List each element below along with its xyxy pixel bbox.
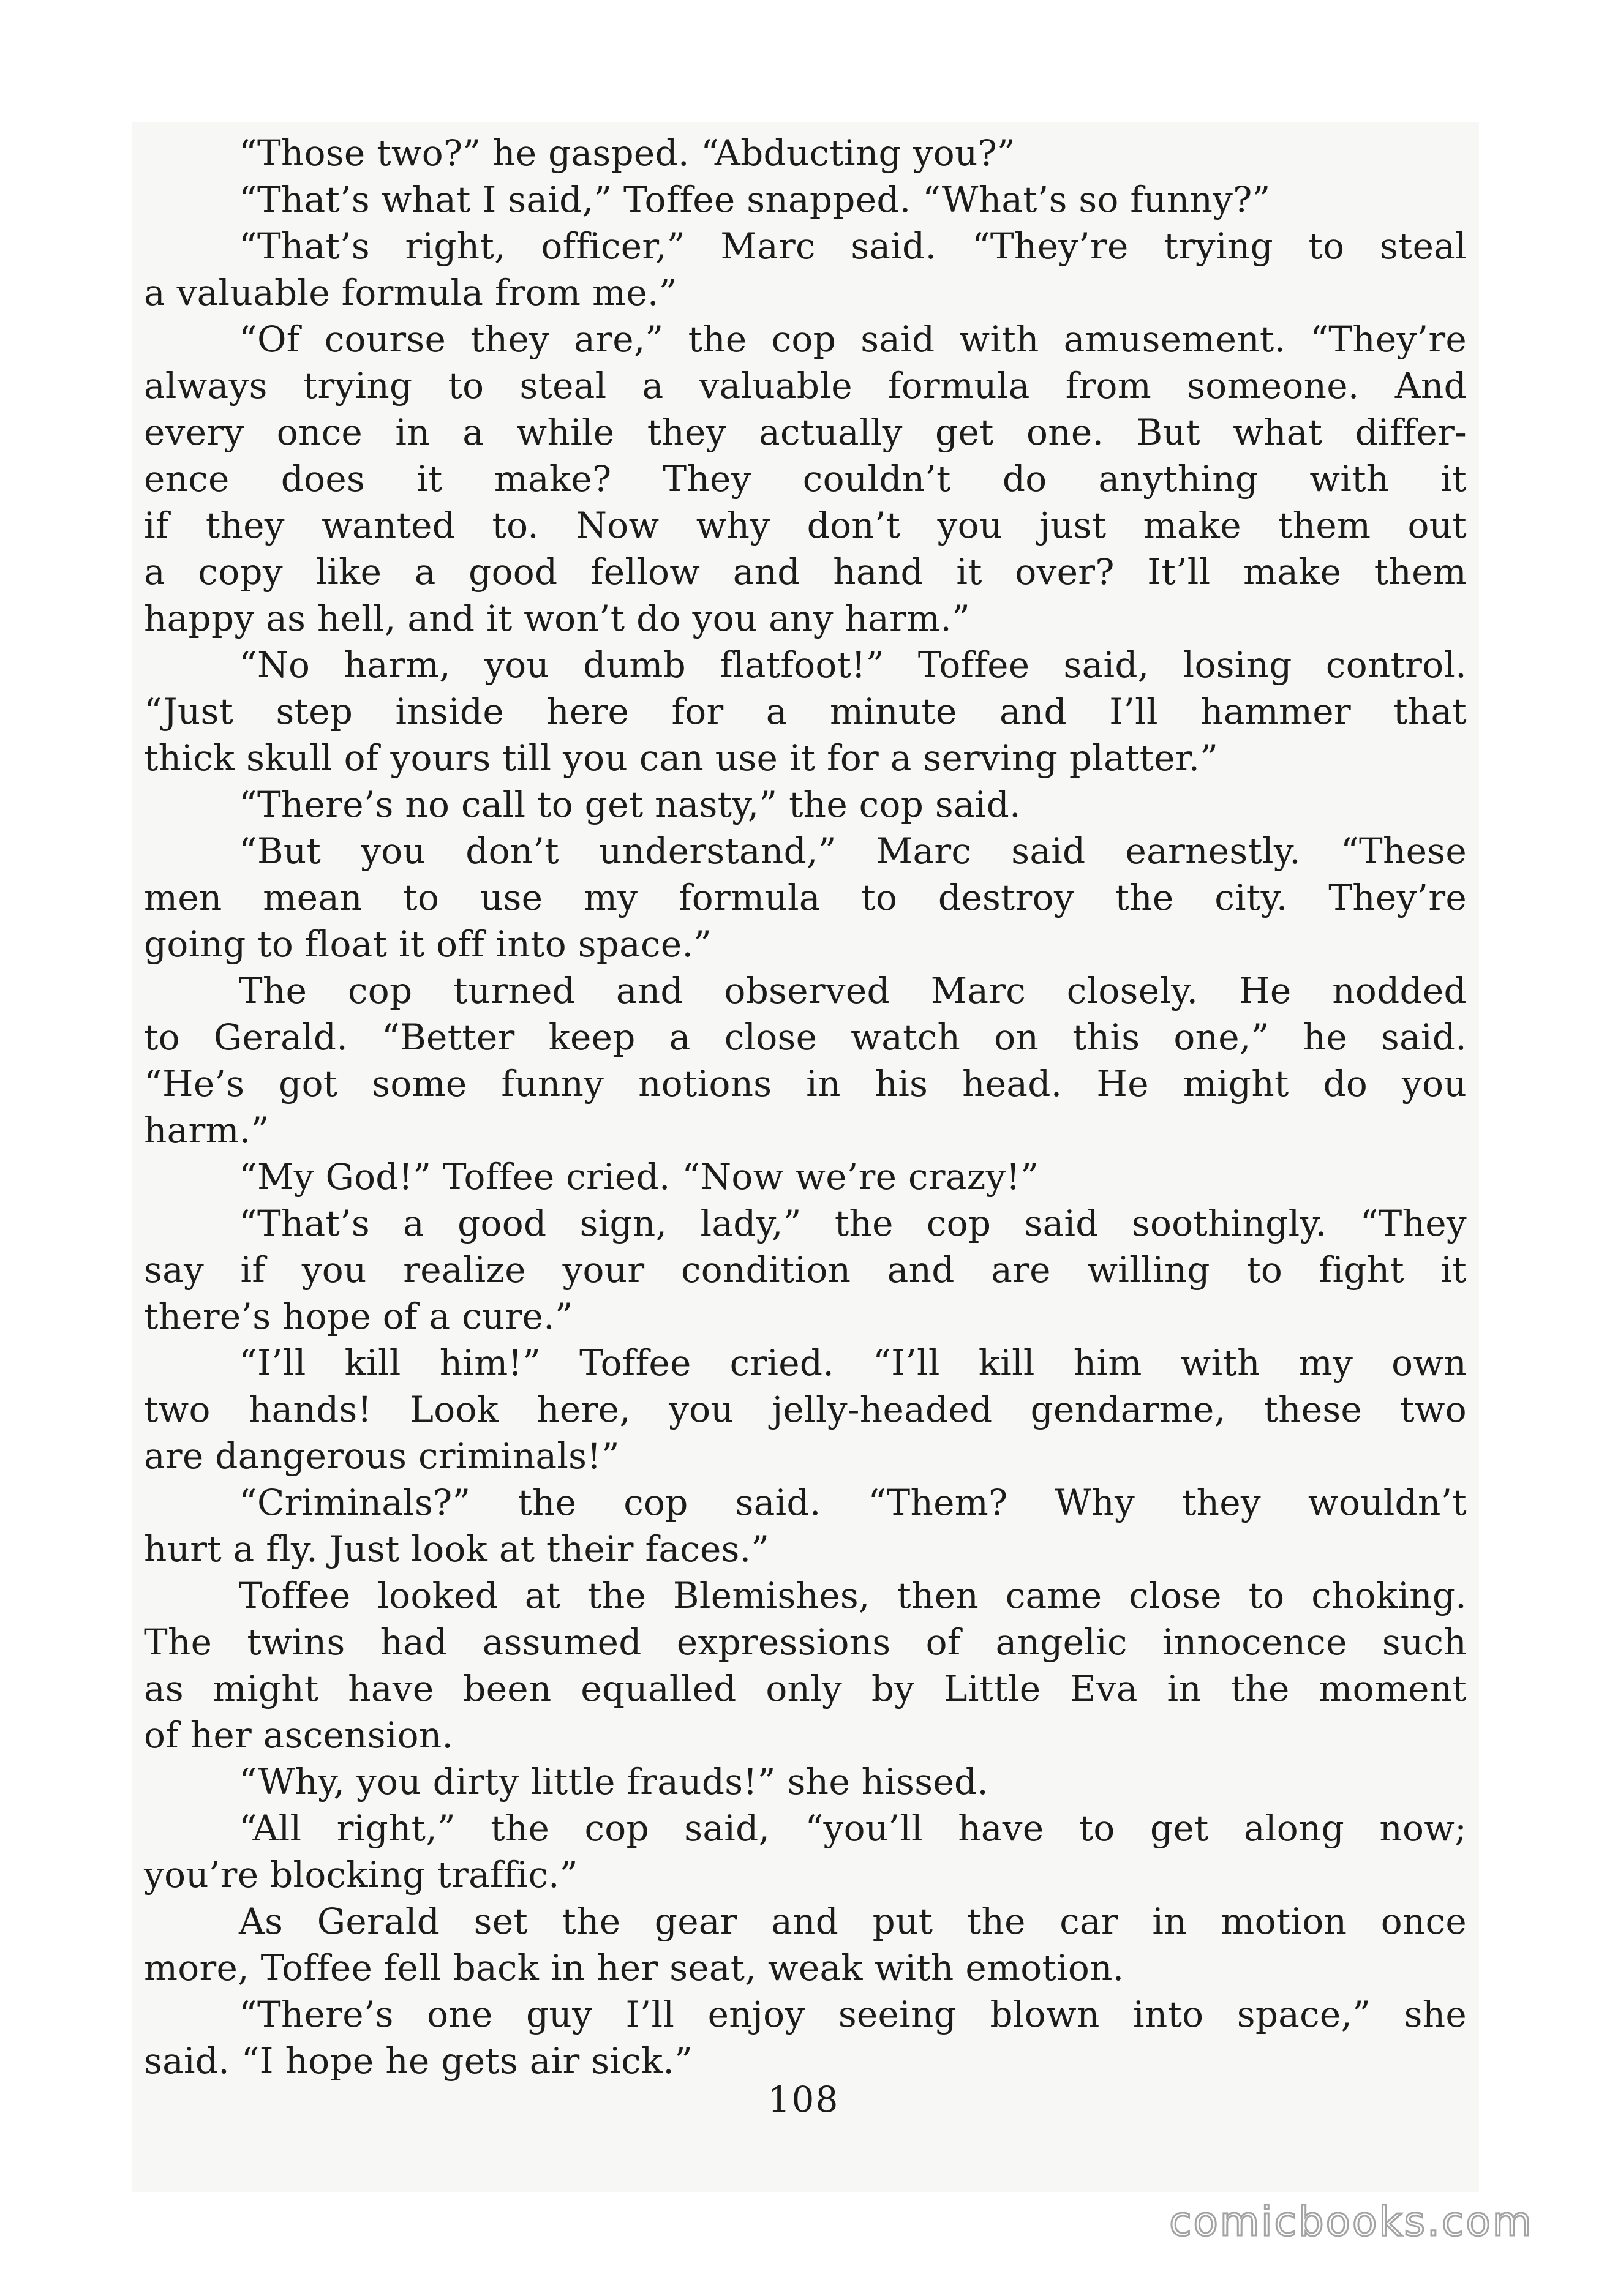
text-line: if they wanted to. Now why don’t you just make them out <box>144 505 1467 546</box>
paragraph <box>144 1572 1467 1758</box>
text-line: said. “I hope he gets air sick.” <box>144 2040 693 2082</box>
text-line: a copy like a good fellow and hand it over? It’ll make them <box>144 551 1467 593</box>
paragraph <box>144 1991 1467 2084</box>
text-line: always trying to steal a valuable formula from someone. And <box>144 365 1467 407</box>
book-text <box>144 130 1467 2084</box>
text-line: “But you don’t understand,” Marc said earnestly. “These <box>239 830 1467 872</box>
text-line: “Just step inside here for a minute and I’ll hammer that <box>144 691 1467 732</box>
text-line: “Criminals?” the cop said. “Them? Why they wouldn’t <box>239 1482 1467 1523</box>
text-line: “That’s a good sign, lady,” the cop said soothingly. “They <box>239 1202 1467 1244</box>
text-line: going to float it off into space.” <box>144 923 712 965</box>
text-line: The cop turned and observed Marc closely. He nodded <box>239 970 1467 1011</box>
text-line: of her ascension. <box>144 1714 454 1756</box>
text-line: a valuable formula from me.” <box>144 272 677 313</box>
paragraph <box>144 781 1467 828</box>
paragraph <box>144 223 1467 316</box>
text-line: As Gerald set the gear and put the car in motion once <box>239 1900 1467 1942</box>
text-line: happy as hell, and it won’t do you any harm.” <box>144 598 971 639</box>
text-line: to Gerald. “Better keep a close watch on this one,” he said. <box>144 1016 1467 1058</box>
text-line: you’re blocking traffic.” <box>144 1854 578 1896</box>
text-line: “No harm, you dumb flatfoot!” Toffee said, losing control. <box>239 644 1467 686</box>
text-line: “That’s what I said,” Toffee snapped. “What’s so funny?” <box>239 179 1271 220</box>
text-line: “All right,” the cop said, “you’ll have to get along now; <box>239 1807 1467 1849</box>
text-line: “He’s got some funny notions in his head. He might do you <box>144 1063 1467 1105</box>
text-line: “My God!” Toffee cried. “Now we’re crazy!” <box>239 1156 1039 1198</box>
text-line: two hands! Look here, you jelly-headed gendarme, these two <box>144 1389 1467 1430</box>
text-line: “That’s right, officer,” Marc said. “They’re trying to steal <box>239 225 1467 267</box>
paragraph <box>144 1805 1467 1898</box>
text-line: as might have been equalled only by Little Eva in the moment <box>144 1668 1467 1709</box>
paragraph <box>144 1479 1467 1572</box>
text-line: hurt a fly. Just look at their faces.” <box>144 1528 770 1570</box>
paragraph <box>144 1340 1467 1479</box>
text-line: “There’s no call to get nasty,” the cop said. <box>239 784 1021 825</box>
watermark-logo: comicbooks.com <box>1169 2198 1534 2245</box>
text-line: “Why, you dirty little frauds!” she hissed. <box>239 1761 989 1803</box>
text-line: ence does it make? They couldn’t do anything with it <box>144 458 1467 500</box>
text-line: “I’ll kill him!” Toffee cried. “I’ll kill him with my own <box>239 1342 1467 1384</box>
paragraph <box>144 967 1467 1154</box>
paragraph <box>144 1898 1467 1991</box>
text-line: more, Toffee fell back in her seat, weak with emotion. <box>144 1947 1124 1989</box>
text-line: thick skull of yours till you can use it for a serving platter.” <box>144 737 1219 779</box>
paragraph <box>144 1758 1467 1805</box>
paragraph <box>144 1154 1467 1200</box>
text-line: are dangerous criminals!” <box>144 1435 620 1477</box>
page-number: 108 <box>767 2079 840 2120</box>
text-line: harm.” <box>144 1109 269 1151</box>
paragraph <box>144 1200 1467 1340</box>
paragraph <box>144 130 1467 176</box>
text-line: there’s hope of a cure.” <box>144 1296 573 1337</box>
paragraph <box>144 316 1467 642</box>
text-line: “Of course they are,” the cop said with amusement. “They’re <box>239 318 1467 360</box>
paragraph <box>144 176 1467 223</box>
paragraph <box>144 642 1467 781</box>
paragraph <box>144 828 1467 967</box>
text-line: say if you realize your condition and are willing to fight it <box>144 1249 1467 1291</box>
text-line: “There’s one guy I’ll enjoy seeing blown into space,” she <box>239 1994 1467 2035</box>
text-line: The twins had assumed expressions of angelic innocence such <box>144 1621 1467 1663</box>
text-line: “Those two?” he gasped. “Abducting you?” <box>239 132 1015 174</box>
text-line: Toffee looked at the Blemishes, then came close to choking. <box>239 1575 1467 1616</box>
text-line: every once in a while they actually get one. But what differ- <box>144 411 1467 453</box>
text-line: men mean to use my formula to destroy the city. They’re <box>144 877 1467 918</box>
